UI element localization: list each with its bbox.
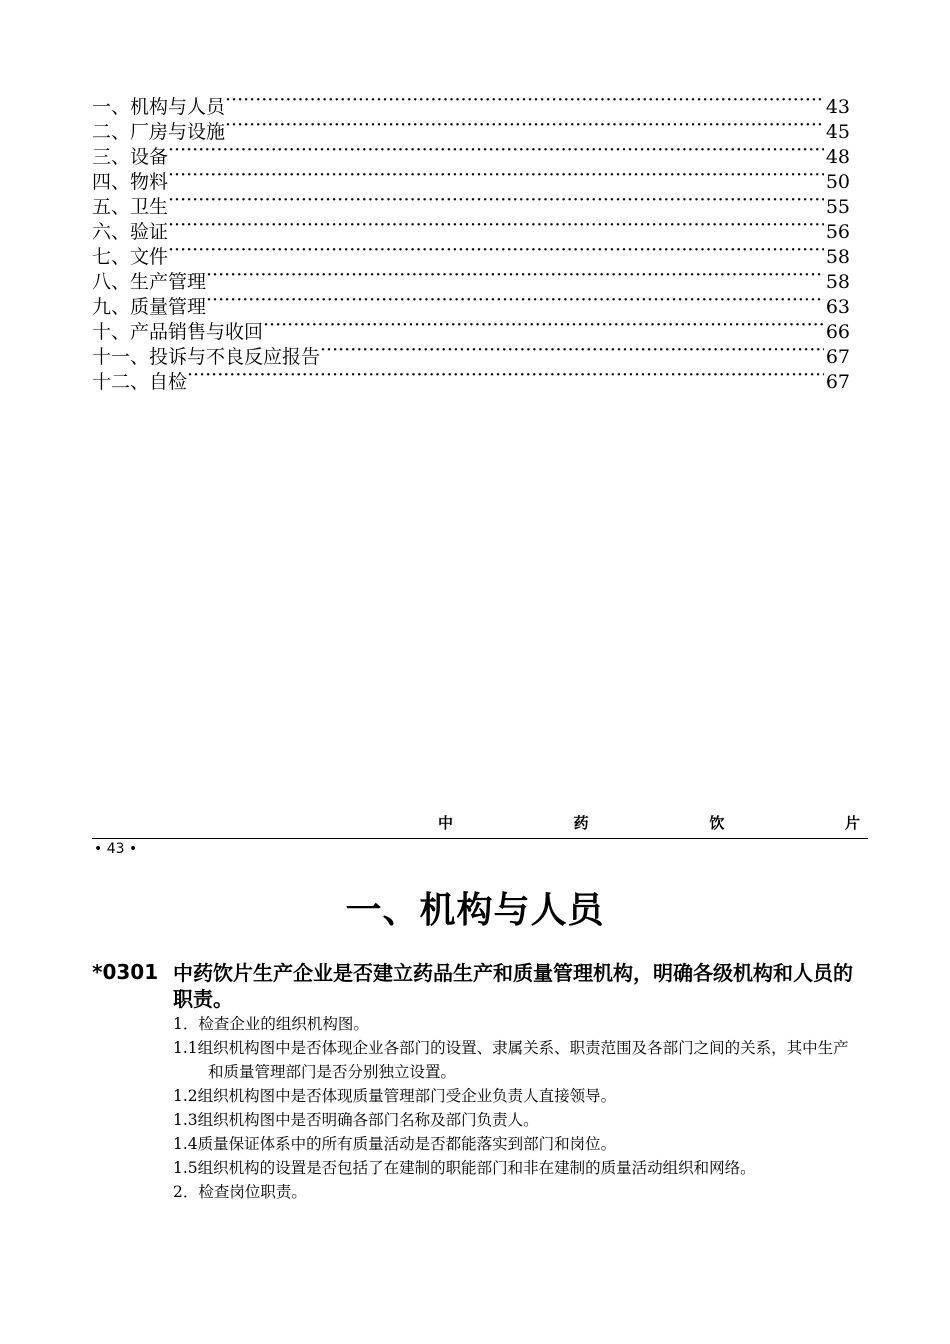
item-question: 中药饮片生产企业是否建立药品生产和质量管理机构，明确各级机构和人员的职责。	[173, 961, 853, 1011]
toc-entry-title: 五、卫生	[92, 196, 169, 218]
toc-leader-dots	[168, 238, 824, 263]
toc-entry[interactable]	[92, 138, 850, 168]
toc-entry[interactable]	[92, 213, 850, 243]
toc-entry-page: 55	[825, 196, 850, 218]
toc-leader-dots	[168, 138, 824, 163]
toc-entry-page: 48	[825, 146, 850, 168]
toc-leader-dots	[206, 263, 824, 288]
item-code: *0301	[92, 960, 159, 984]
toc-entry-title: 十二、自检	[92, 371, 188, 393]
toc-entry-title: 二、厂房与设施	[92, 121, 226, 143]
toc-entry-page: 67	[825, 371, 850, 393]
check-list	[173, 1012, 863, 1204]
toc-leader-dots	[168, 188, 824, 213]
running-header-char: 片	[844, 814, 860, 832]
running-header	[92, 812, 868, 839]
toc-entry-page: 58	[825, 271, 850, 293]
page-number: • 43 •	[94, 841, 138, 857]
running-header-char: 药	[573, 814, 589, 832]
check-item: 2．检查岗位职责。	[173, 1183, 307, 1201]
toc-entry[interactable]	[92, 188, 850, 218]
toc-entry-page: 66	[825, 321, 850, 343]
toc-entry-title: 七、文件	[92, 246, 169, 268]
toc-entry-page: 56	[825, 221, 850, 243]
running-header-char: 饮	[709, 814, 725, 832]
toc-entry[interactable]	[92, 288, 850, 318]
toc-entry-page: 50	[825, 171, 850, 193]
toc-entry[interactable]	[92, 163, 850, 193]
toc-entry-title: 三、设备	[92, 146, 169, 168]
toc-entry-title: 八、生产管理	[92, 271, 207, 293]
toc-leader-dots	[225, 88, 824, 113]
toc-entry-title: 一、机构与人员	[92, 96, 226, 118]
toc-entry[interactable]	[92, 238, 850, 268]
check-item: 1.3组织机构图中是否明确各部门名称及部门负责人。	[173, 1111, 539, 1129]
running-header-char: 中	[438, 814, 454, 832]
section-title: 一、机构与人员	[345, 890, 605, 931]
toc-entry-title: 十、产品销售与收回	[92, 321, 264, 343]
table-of-contents	[92, 88, 850, 393]
toc-leader-dots	[187, 363, 824, 388]
running-header-text	[438, 812, 860, 833]
toc-entry-page: 58	[825, 246, 850, 268]
toc-leader-dots	[320, 338, 824, 363]
toc-leader-dots	[263, 313, 824, 338]
check-item: 1.4质量保证体系中的所有质量活动是否都能落实到部门和岗位。	[173, 1135, 617, 1153]
toc-entry-title: 四、物料	[92, 171, 169, 193]
toc-entry-title: 九、质量管理	[92, 296, 207, 318]
check-item: 1.5组织机构的设置是否包括了在建制的职能部门和非在建制的质量活动组织和网络。	[173, 1159, 756, 1177]
toc-entry-page: 43	[825, 96, 850, 118]
toc-entry-page: 67	[825, 346, 850, 368]
check-item: 1.1组织机构图中是否体现企业各部门的设置、隶属关系、职责范围及各部门之间的关系，其中生产和质量管理部门是否分别独立设置。	[173, 1039, 849, 1081]
check-item: 1．检查企业的组织机构图。	[173, 1015, 369, 1033]
toc-entry-title: 十一、投诉与不良反应报告	[92, 346, 321, 368]
toc-entry[interactable]	[92, 88, 850, 118]
toc-leader-dots	[168, 163, 824, 188]
toc-entry-page: 45	[825, 121, 850, 143]
toc-entry-page: 63	[825, 296, 850, 318]
toc-leader-dots	[168, 213, 824, 238]
toc-entry-title: 六、验证	[92, 221, 169, 243]
toc-entry[interactable]	[92, 263, 850, 293]
check-item: 1.2组织机构图中是否体现质量管理部门受企业负责人直接领导。	[173, 1087, 617, 1105]
toc-entry[interactable]	[92, 363, 850, 393]
toc-leader-dots	[225, 113, 824, 138]
toc-leader-dots	[206, 288, 824, 313]
